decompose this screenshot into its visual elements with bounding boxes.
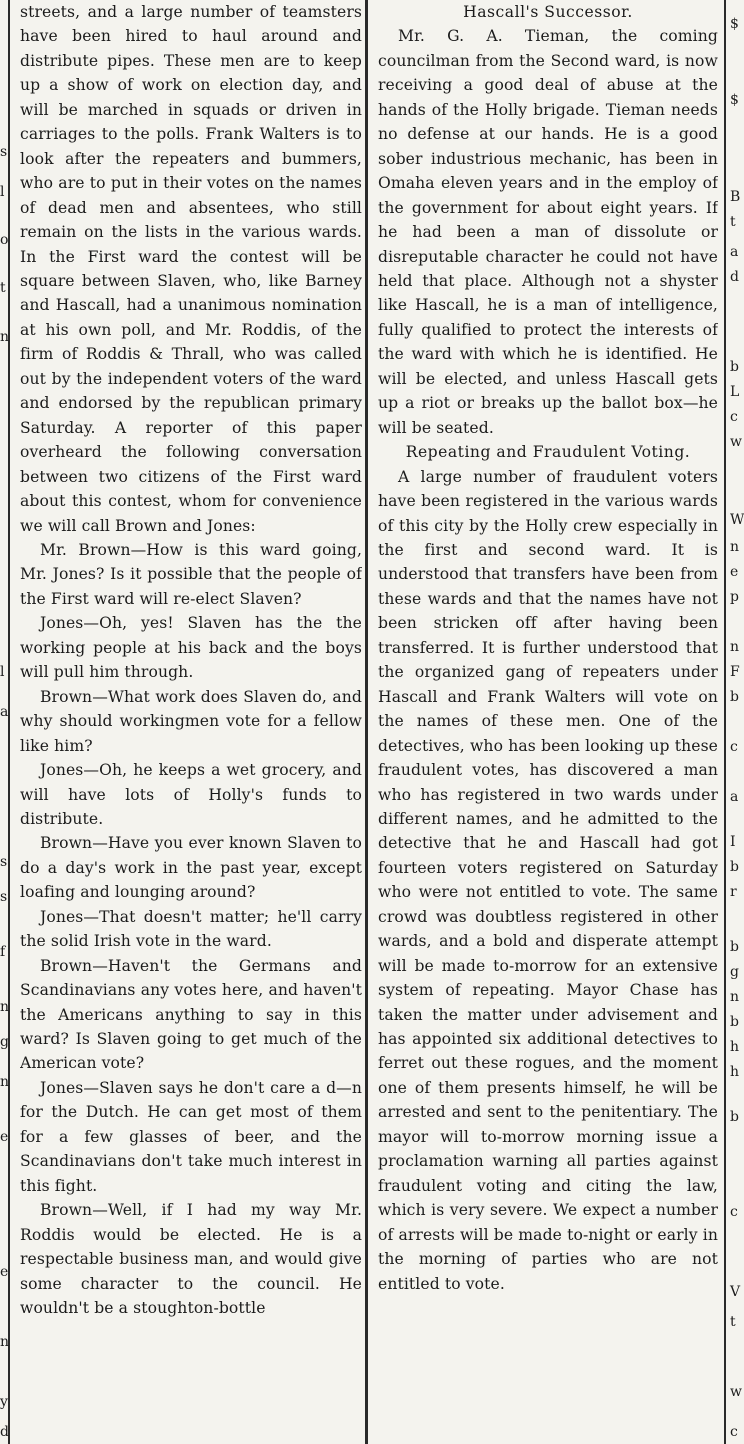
- margin-fragment-letter: s: [0, 144, 8, 160]
- margin-fragment-letter: d: [730, 269, 739, 285]
- left-article-column: [20, 0, 362, 1320]
- margin-fragment-letter: I: [730, 834, 736, 850]
- margin-fragment-letter: r: [730, 884, 737, 900]
- margin-fragment-letter: b: [730, 1109, 739, 1125]
- margin-fragment-letter: a: [730, 244, 739, 260]
- margin-fragment-letter: w: [730, 434, 742, 450]
- margin-fragment-letter: n: [730, 989, 740, 1005]
- margin-fragment-letter: F: [730, 664, 740, 680]
- margin-fragment-letter: a: [730, 789, 739, 805]
- margin-fragment-letter: b: [730, 359, 739, 375]
- margin-fragment-letter: $: [730, 92, 739, 108]
- dialogue-paragraph: Brown—Haven't the Germans and Scandinavians any votes here, and haven't the Americans anything to say in this ward? Is Slaven going to get much of the American vote?: [20, 956, 362, 1073]
- margin-fragment-letter: L: [730, 384, 740, 400]
- margin-fragment-letter: t: [730, 214, 736, 230]
- margin-fragment-letter: s: [0, 889, 8, 905]
- margin-fragment-letter: V: [730, 1284, 741, 1300]
- margin-fragment-letter: b: [730, 689, 739, 705]
- margin-fragment-letter: n: [730, 539, 740, 555]
- dialogue-paragraph: Jones—Oh, he keeps a wet grocery, and will have lots of Holly's funds to distribute.: [20, 761, 362, 828]
- margin-fragment-letter: g: [730, 964, 739, 980]
- margin-fragment-letter: l: [0, 184, 5, 200]
- margin-fragment-letter: w: [730, 1384, 742, 1400]
- headline-hascalls-successor: Hascall's Successor.: [463, 3, 633, 21]
- margin-fragment-letter: n: [730, 639, 740, 655]
- margin-fragment-letter: d: [0, 1424, 9, 1440]
- margin-fragment-letter: h: [730, 1064, 740, 1080]
- margin-fragment-letter: b: [730, 1014, 739, 1030]
- margin-fragment-letter: b: [730, 939, 739, 955]
- dialogue-paragraph: Mr. Brown—How is this ward going, Mr. Jones? Is it possible that the people of the First ward will re-elect Slaven?: [20, 540, 362, 608]
- margin-fragment-letter: g: [0, 1034, 9, 1050]
- margin-fragment-letter: e: [0, 1264, 9, 1280]
- margin-fragment-letter: s: [0, 854, 8, 870]
- margin-fragment-letter: $: [730, 16, 739, 32]
- margin-fragment-letter: c: [730, 409, 738, 425]
- margin-fragment-letter: b: [730, 859, 739, 875]
- dialogue-paragraph: Jones—Slaven says he don't care a d—n for the Dutch. He can get most of them for a few glasses of beer, and the Scandinavians don't take much interest in this fight.: [20, 1078, 362, 1195]
- article-paragraph: A large number of fraudulent voters have been registered in the various wards of this city by the Holly crew especially in the first and second ward. It is understood that transfers have been from these wards and that the names have not been stricken off after having been transferred. It is further understood that the organized gang of repeaters under Hascall and Frank Walters will vote on the names of these men. One of the detectives, who has been looking up these fraudulent votes, has discovered a man who has registered in two wards under different names, and he admitted to the detective that he and Hascall had got fourteen voters registered on Saturday who were not entitled to vote. The same crowd was doubtless registered in other wards, and a bold and disperate attempt will be made to-morrow for an extensive system of repeating. Mayor Chase has taken the matter under advisement and has appointed six additional detectives to ferret out these rogues, and the moment one of them presents himself, he will be arrested and sent to the penitentiary. The mayor will to-morrow morning issue a proclamation warning all parties against fraudulent voting and citing the law, which is very severe. We expect a number of arrests will be made to-night or early in the morning of parties who are not entitled to vote.: [378, 467, 718, 1293]
- margin-fragment-letter: h: [730, 1039, 740, 1055]
- right-article-column: [378, 0, 718, 1296]
- margin-fragment-letter: a: [0, 704, 9, 720]
- dialogue-paragraph: Jones—Oh, yes! Slaven has the the working people at his back and the boys will pull him through.: [20, 614, 362, 682]
- margin-fragment-letter: l: [0, 664, 5, 680]
- margin-fragment-letter: e: [730, 564, 739, 580]
- dialogue-paragraph: Brown—What work does Slaven do, and why should workingmen vote for a fellow like him?: [20, 687, 362, 755]
- dialogue-paragraph: Brown—Well, if I had my way Mr. Roddis would be elected. He is a respectable business man, and would give some character to the council. He wouldn't be a stoughton-bottle: [20, 1201, 362, 1318]
- margin-fragment-letter: c: [730, 1204, 738, 1220]
- margin-fragment-letter: y: [0, 1394, 8, 1410]
- margin-fragment-letter: n: [0, 999, 10, 1015]
- margin-fragment-letter: c: [730, 1424, 738, 1440]
- margin-fragment-letter: t: [0, 280, 6, 296]
- margin-fragment-letter: W: [730, 512, 744, 528]
- margin-fragment-letter: e: [0, 1129, 9, 1145]
- margin-fragment-letter: p: [730, 589, 739, 605]
- margin-fragment-letter: n: [0, 1334, 10, 1350]
- article-paragraph: Mr. G. A. Tieman, the coming councilman from the Second ward, is now receiving a good deal of abuse at the hands of the Holly brigade. Tieman needs no defense at our hands. He is a good sober industrious mechanic, has been in Omaha eleven years and in the employ of the government for about eight years. If he had been a man of dissolute or disreputable character he could not have held that place. Although not a shyster like Hascall, he is a man of intelligence, fully qualified to protect the interests of the ward with which he is identified. He will be elected, and unless Hascall gets up a riot or breaks up the ballot box—he will be seated.: [378, 27, 718, 437]
- margin-fragment-letter: c: [730, 739, 738, 755]
- dialogue-paragraph: Brown—Have you ever known Slaven to do a day's work in the past year, except loafing and lounging around?: [20, 834, 362, 902]
- right-column-rule: [724, 0, 726, 1444]
- margin-fragment-letter: n: [0, 329, 10, 345]
- margin-fragment-letter: B: [730, 189, 741, 205]
- margin-fragment-letter: n: [0, 1074, 10, 1090]
- article-paragraph: streets, and a large number of teamsters have been hired to haul around and distribute pipes. These men are to keep up a show of work on election day, and will be marched in squads or driven in carriages to the polls. Frank Walters is to look after the repeaters and bummers, who are to put in their votes on the names of dead men and absentees, who still remain on the lists in the various wards. In the First ward the contest will be square between Slaven, who, like Barney and Hascall, had a unanimous nomination at his own poll, and Mr. Roddis, of the firm of Roddis & Thrall, who was called out by the independent voters of the ward and endorsed by the republican primary Saturday. A reporter of this paper overheard the following conversation between two citizens of the First ward about this contest, whom for convenience we will call Brown and Jones:: [20, 3, 362, 535]
- headline-fraudulent-voting: Repeating and Fraudulent Voting.: [405, 443, 691, 462]
- dialogue-paragraph: Jones—That doesn't matter; he'll carry the solid Irish vote in the ward.: [20, 907, 362, 951]
- center-column-rule: [365, 0, 368, 1444]
- margin-fragment-letter: o: [0, 232, 9, 248]
- margin-fragment-letter: t: [730, 1314, 736, 1330]
- margin-fragment-letter: f: [0, 944, 6, 960]
